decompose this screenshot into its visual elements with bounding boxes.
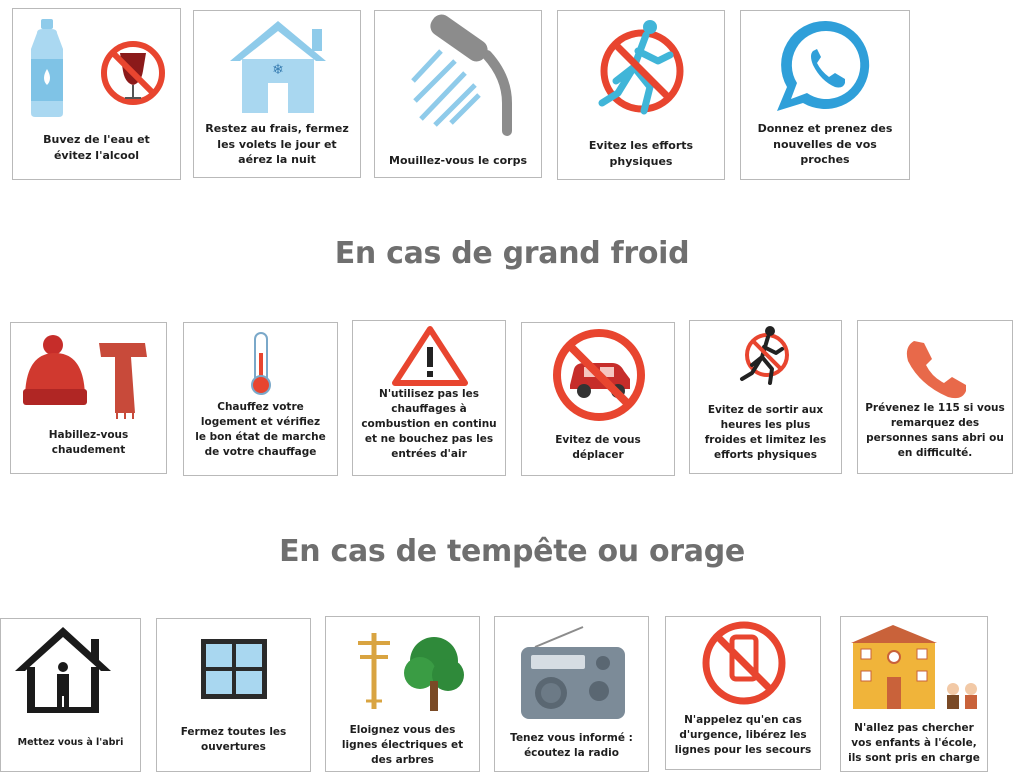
cold-tip-card-115	[857, 320, 1013, 474]
storm-tip-card-trees	[325, 616, 480, 772]
cold-tip-card-heating	[183, 322, 338, 476]
heat-tip-text: Evitez les efforts physiques	[588, 139, 694, 168]
cold-tip-card-car	[521, 322, 675, 476]
cold-tip-card-outing	[689, 320, 842, 474]
cold-tip-text: N'utilisez pas les chauffages à combustion en continu et ne bouchez pas les entrées d'air	[361, 388, 497, 460]
heat-tip-text: Buvez de l'eau et évitez l'alcool	[43, 133, 150, 162]
cold-tip-card-combustion	[352, 320, 506, 476]
heat-tip-card-water	[12, 8, 181, 180]
shelter-house-icon	[1, 619, 142, 773]
heat-tip-text: Mouillez-vous le corps	[389, 154, 527, 167]
storm-tip-card-radio	[494, 616, 649, 772]
storm-tip-text: Mettez vous à l'abri	[17, 737, 124, 748]
heat-tip-card-running	[557, 10, 725, 180]
storm-tip-text: Eloignez vous des lignes électriques et des arbres	[341, 724, 464, 766]
cold-tip-text: Evitez de sortir aux heures les plus froides et limitez les efforts physiques	[704, 404, 827, 461]
cold-tip-text: Prévenez le 115 si vous remarquez des personnes sans abri ou en difficulté.	[865, 402, 1005, 459]
storm-tip-text: N'appelez qu'en cas d'urgence, libérez les lignes pour les secours	[674, 714, 812, 756]
heat-tip-text: Donnez et prenez des nouvelles de vos proches	[757, 122, 893, 167]
cold-tip-text: Evitez de vous déplacer	[555, 434, 641, 461]
storm-tip-text: N'allez pas chercher vos enfants à l'école, ils sont pris en charge	[848, 722, 980, 764]
cold-section-title: En cas de grand froid	[334, 236, 690, 271]
storm-tip-card-school	[840, 616, 988, 772]
heat-tip-card-shower	[374, 10, 542, 178]
cold-tip-text: Chauffez votre logement et vérifiez le bon état de marche de votre chauffage	[195, 401, 326, 458]
storm-tip-card-shelter	[0, 618, 141, 772]
cold-tip-card-clothes	[10, 322, 167, 474]
storm-tip-text: Fermez toutes les ouvertures	[180, 726, 287, 753]
storm-section-title: En cas de tempête ou orage	[279, 534, 745, 569]
heat-tip-text: Restez au frais, fermez les volets le jour et aérez la nuit	[205, 122, 349, 167]
cold-tip-text: Habillez-vous chaudement	[48, 429, 129, 456]
storm-tip-card-window	[156, 618, 311, 772]
storm-tip-card-nophone	[665, 616, 821, 770]
heat-tip-card-house	[193, 10, 361, 178]
storm-tip-text: Tenez vous informé : écoutez la radio	[510, 732, 633, 759]
svg-text:❄: ❄	[272, 62, 284, 78]
heat-tip-card-phone	[740, 10, 910, 180]
